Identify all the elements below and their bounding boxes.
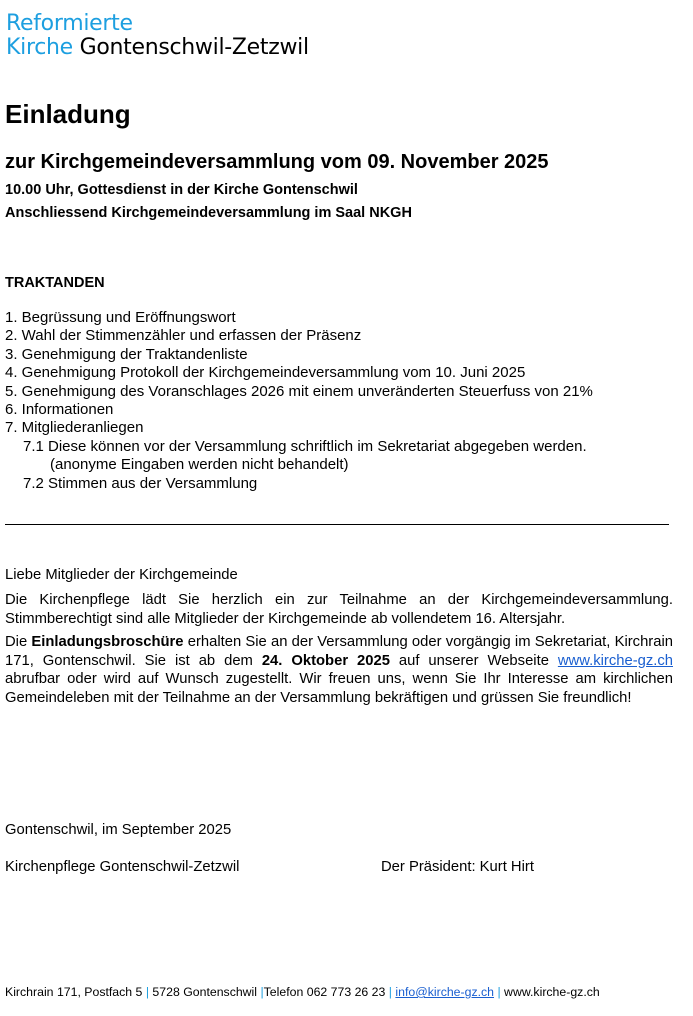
agenda-item: 3. Genehmigung der Traktandenliste: [5, 345, 248, 363]
service-time: 10.00 Uhr, Gottesdienst in der Kirche Gontenschwil: [5, 182, 358, 198]
logo-place: Gontenschwil-Zetzwil: [79, 35, 309, 60]
agenda-list: [5, 309, 593, 493]
paragraph-brochure: [5, 633, 673, 707]
agenda-item: 4. Genehmigung Protokoll der Kirchgemeindeversammlung vom 10. Juni 2025: [5, 364, 526, 382]
logo-line1: Reformierte: [6, 11, 133, 36]
bold-date: 24. Oktober 2025: [261, 652, 390, 669]
footer: [5, 985, 600, 999]
text: Die: [5, 634, 32, 650]
footer-website: www.kirche-gz.ch: [500, 985, 600, 999]
footer-city: 5728 Gontenschwil: [149, 985, 261, 999]
meeting-location: Anschliessend Kirchgemeindeversammlung im Saal NKGH: [5, 205, 412, 221]
subtitle: zur Kirchgemeindeversammlung vom 09. November 2025: [5, 151, 549, 173]
agenda-subitem-note: (anonyme Eingaben werden nicht behandelt): [50, 456, 349, 474]
agenda-item: 5. Genehmigung des Voranschlages 2026 mit einem unveränderten Steuerfuss von 21%: [5, 382, 593, 400]
greeting: Liebe Mitglieder der Kirchgemeinde: [5, 567, 238, 583]
agenda-item: 6. Informationen: [5, 401, 114, 419]
agenda-item: 2. Wahl der Stimmenzähler und erfassen der Präsenz: [5, 327, 362, 345]
text: auf unserer Webseite: [389, 652, 558, 669]
agenda-item: 1. Begrüssung und Eröffnungswort: [5, 309, 236, 326]
email-link[interactable]: info@kirche-gz.ch: [395, 985, 495, 999]
logo-kirche: Kirche: [6, 35, 73, 60]
paragraph-invitation: Die Kirchenpflege lädt Sie herzlich ein zur Teilnahme an der Kirchgemeindeversammlung. Stimmberechtigt sind alle Mitglieder der Kirchgemeinde ab vollendetem 16. Altersjahr.: [5, 592, 673, 627]
text: erhalten Sie an der Versammlung oder vorgängig im Sekretariat, Kirchrain 171, Gontenschwil. Sie ist ab dem: [5, 634, 673, 669]
signature-right: Der Präsident: Kurt Hirt: [381, 859, 534, 875]
bold-text: Einladungsbroschüre: [31, 634, 184, 650]
separator: |: [145, 985, 150, 999]
separator: |: [388, 985, 392, 999]
website-link[interactable]: www.kirche-gz.ch: [557, 652, 673, 669]
logo: [6, 12, 309, 60]
text: abrufbar oder wird auf Wunsch zugestellt. Wir freuen uns, wenn Sie Ihr Interesse am kirchlichen Gemeindeleben mit der Teilnahme an der Versammlung bekräftigen und grüssen Sie freundlich!: [5, 671, 673, 706]
page-title: Einladung: [5, 99, 131, 129]
separator: |: [497, 985, 501, 999]
footer-phone: Telefon 062 773 26 23: [263, 985, 389, 999]
agenda-subitem: 7.1 Diese können vor der Versammlung schriftlich im Sekretariat abgegeben werden.: [23, 437, 587, 455]
divider: [5, 524, 669, 525]
separator: |: [260, 985, 264, 999]
place-date: Gontenschwil, im September 2025: [5, 822, 232, 838]
traktanden-heading: TRAKTANDEN: [5, 275, 105, 291]
agenda-item: 7. Mitgliederanliegen: [5, 419, 144, 437]
footer-address: Kirchrain 171, Postfach 5: [5, 985, 146, 999]
agenda-subitem: 7.2 Stimmen aus der Versammlung: [23, 474, 258, 492]
signature-left: Kirchenpflege Gontenschwil-Zetzwil: [5, 859, 240, 875]
